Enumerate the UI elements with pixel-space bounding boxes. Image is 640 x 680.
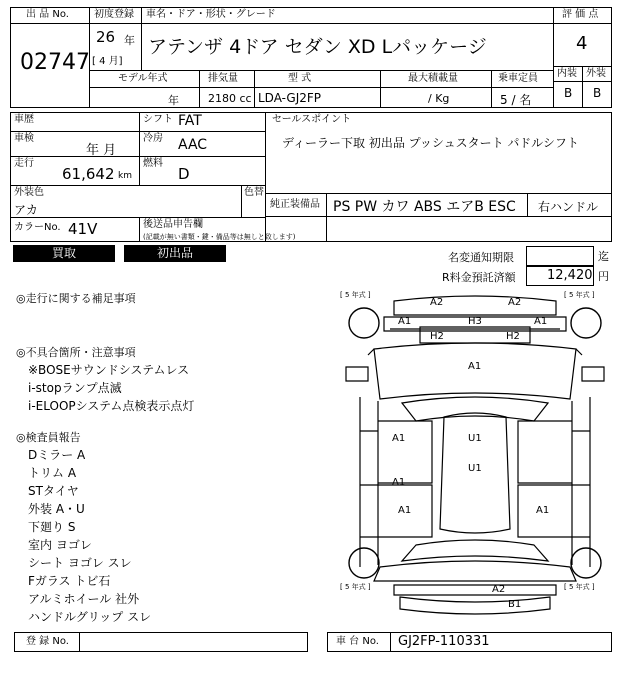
fuel-label: 燃料 bbox=[143, 158, 163, 169]
tire-year-rl: [ 5 年式 ] bbox=[340, 583, 371, 591]
score: 4 bbox=[576, 33, 588, 54]
inspector-item: シート ヨゴレ スレ bbox=[28, 556, 132, 570]
mileage: 61,642 bbox=[62, 165, 115, 183]
ext-color-label: 外装色 bbox=[14, 187, 44, 198]
ext-color: アカ bbox=[14, 203, 38, 217]
defect-item: i-stopランプ点滅 bbox=[28, 381, 122, 395]
interior-grade: B bbox=[564, 86, 573, 100]
aftermarket-note: (記載が無い書類・鍵・備品等は無しと致します) bbox=[143, 233, 296, 241]
reg-month: [ 4 月] bbox=[92, 56, 123, 67]
inspector-title: ◎検査員報告 bbox=[16, 431, 81, 444]
inspector-item: 外装 A・U bbox=[28, 502, 85, 516]
inspector-item: ハンドルグリップ スレ bbox=[28, 610, 152, 624]
score-label: 評 価 点 bbox=[562, 9, 599, 20]
inspector-item: Fガラス トビ石 bbox=[28, 574, 111, 588]
equipment: PS PW カワ ABS エアB ESC bbox=[333, 199, 516, 215]
fuel: D bbox=[178, 165, 190, 183]
reg-no-label: 登 録 No. bbox=[26, 636, 69, 647]
capacity-label: 乗車定員 bbox=[498, 73, 538, 84]
reg-year-unit: 年 bbox=[124, 34, 135, 47]
buy-button[interactable]: 買取 bbox=[13, 245, 115, 262]
displacement: 2180 cc bbox=[208, 92, 252, 105]
driving-title: ◎走行に関する補足事項 bbox=[16, 292, 136, 305]
history-label: 車歴 bbox=[14, 114, 34, 125]
damage-mark: A1 bbox=[536, 505, 550, 516]
tire-year-fl: [ 5 年式 ] bbox=[340, 291, 371, 299]
color-no-label: カラーNo. bbox=[14, 222, 61, 233]
transfer-label: 名変通知期限 bbox=[448, 251, 514, 264]
max-load: / Kg bbox=[428, 92, 450, 105]
inspector-item: Dミラー A bbox=[28, 448, 86, 462]
damage-mark: U1 bbox=[468, 463, 482, 474]
model-code: LDA-GJ2FP bbox=[258, 91, 322, 105]
car-name: アテンザ 4ドア セダン XD Lパッケージ bbox=[148, 36, 487, 58]
transfer-unit: 迄 bbox=[598, 250, 609, 263]
aftermarket-label: 後送品申告欄 bbox=[143, 219, 203, 230]
exterior-grade: B bbox=[593, 86, 602, 100]
recycle-label: R料金預託済額 bbox=[442, 271, 516, 284]
recycle-value: 12,420 bbox=[547, 268, 593, 283]
color-no: 41V bbox=[68, 220, 98, 238]
equipment-label: 純正装備品 bbox=[270, 199, 320, 210]
model-year-unit: 年 bbox=[168, 94, 179, 107]
first-reg-label: 初度登録 bbox=[94, 9, 134, 20]
inspector-item: 下廻り S bbox=[28, 520, 76, 534]
damage-mark: A1 bbox=[392, 477, 406, 488]
inspection-value: 年 月 bbox=[86, 143, 117, 158]
damage-mark: A2 bbox=[508, 297, 522, 308]
type-label: 型 式 bbox=[288, 73, 312, 84]
recycle-unit: 円 bbox=[598, 270, 609, 283]
inspector-item: トリム A bbox=[28, 466, 77, 480]
damage-mark: A1 bbox=[534, 316, 548, 327]
mileage-unit: km bbox=[118, 171, 132, 181]
damage-mark: A1 bbox=[398, 505, 412, 516]
inspector-item: STタイヤ bbox=[28, 484, 79, 498]
tire-year-fr: [ 5 年式 ] bbox=[564, 291, 595, 299]
damage-mark: A1 bbox=[398, 316, 412, 327]
damage-mark: A1 bbox=[392, 433, 406, 444]
exterior-label: 外装 bbox=[586, 68, 606, 79]
lot-no: 02747 bbox=[20, 50, 90, 75]
recolor-label: 色替 bbox=[244, 187, 264, 198]
damage-mark: U1 bbox=[468, 433, 482, 444]
steering: 右ハンドル bbox=[538, 200, 599, 214]
sales-text: ディーラー下取 初出品 プッシュスタート パドルシフト bbox=[282, 136, 579, 150]
damage-mark: H2 bbox=[430, 331, 444, 342]
car-label: 車名・ドア・形状・グレード bbox=[146, 9, 276, 20]
transfer-box bbox=[526, 246, 594, 266]
defects-title: ◎不具合箇所・注意事項 bbox=[16, 346, 136, 359]
ac: AAC bbox=[178, 137, 208, 153]
sales-title: セールスポイント bbox=[272, 114, 352, 125]
defect-item: i-ELOOPシステム点検表示点灯 bbox=[28, 399, 195, 413]
shift-label: シフト bbox=[143, 114, 173, 125]
model-year-label: モデル年式 bbox=[118, 73, 168, 84]
tire-year-rr: [ 5 年式 ] bbox=[564, 583, 595, 591]
chassis-label: 車 台 No. bbox=[336, 636, 379, 647]
extra-block bbox=[265, 216, 612, 242]
capacity: 5 / 名 bbox=[500, 93, 532, 107]
interior-label: 内装 bbox=[557, 68, 577, 79]
damage-mark: A1 bbox=[468, 361, 482, 372]
inspection-label: 車検 bbox=[14, 133, 34, 144]
chassis-no: GJ2FP-110331 bbox=[398, 634, 490, 649]
defect-item: ※BOSEサウンドシステムレス bbox=[28, 363, 190, 377]
first-listing-button[interactable]: 初出品 bbox=[124, 245, 226, 262]
inspector-item: アルミホイール 社外 bbox=[28, 592, 140, 606]
damage-mark: A2 bbox=[492, 584, 506, 595]
damage-mark: B1 bbox=[508, 599, 522, 610]
damage-mark: H2 bbox=[506, 331, 520, 342]
damage-mark: H3 bbox=[468, 316, 482, 327]
lot-no-label: 出 品 No. bbox=[26, 9, 69, 20]
car-damage-diagram bbox=[338, 289, 612, 625]
mileage-label: 走行 bbox=[14, 158, 34, 169]
inspector-item: 室内 ヨゴレ bbox=[28, 538, 92, 552]
damage-mark: A2 bbox=[430, 297, 444, 308]
max-load-label: 最大積載量 bbox=[408, 73, 458, 84]
shift: FAT bbox=[178, 113, 202, 129]
displacement-label: 排気量 bbox=[208, 73, 238, 84]
ac-label: 冷房 bbox=[143, 133, 163, 144]
reg-year: 26 bbox=[96, 28, 116, 46]
